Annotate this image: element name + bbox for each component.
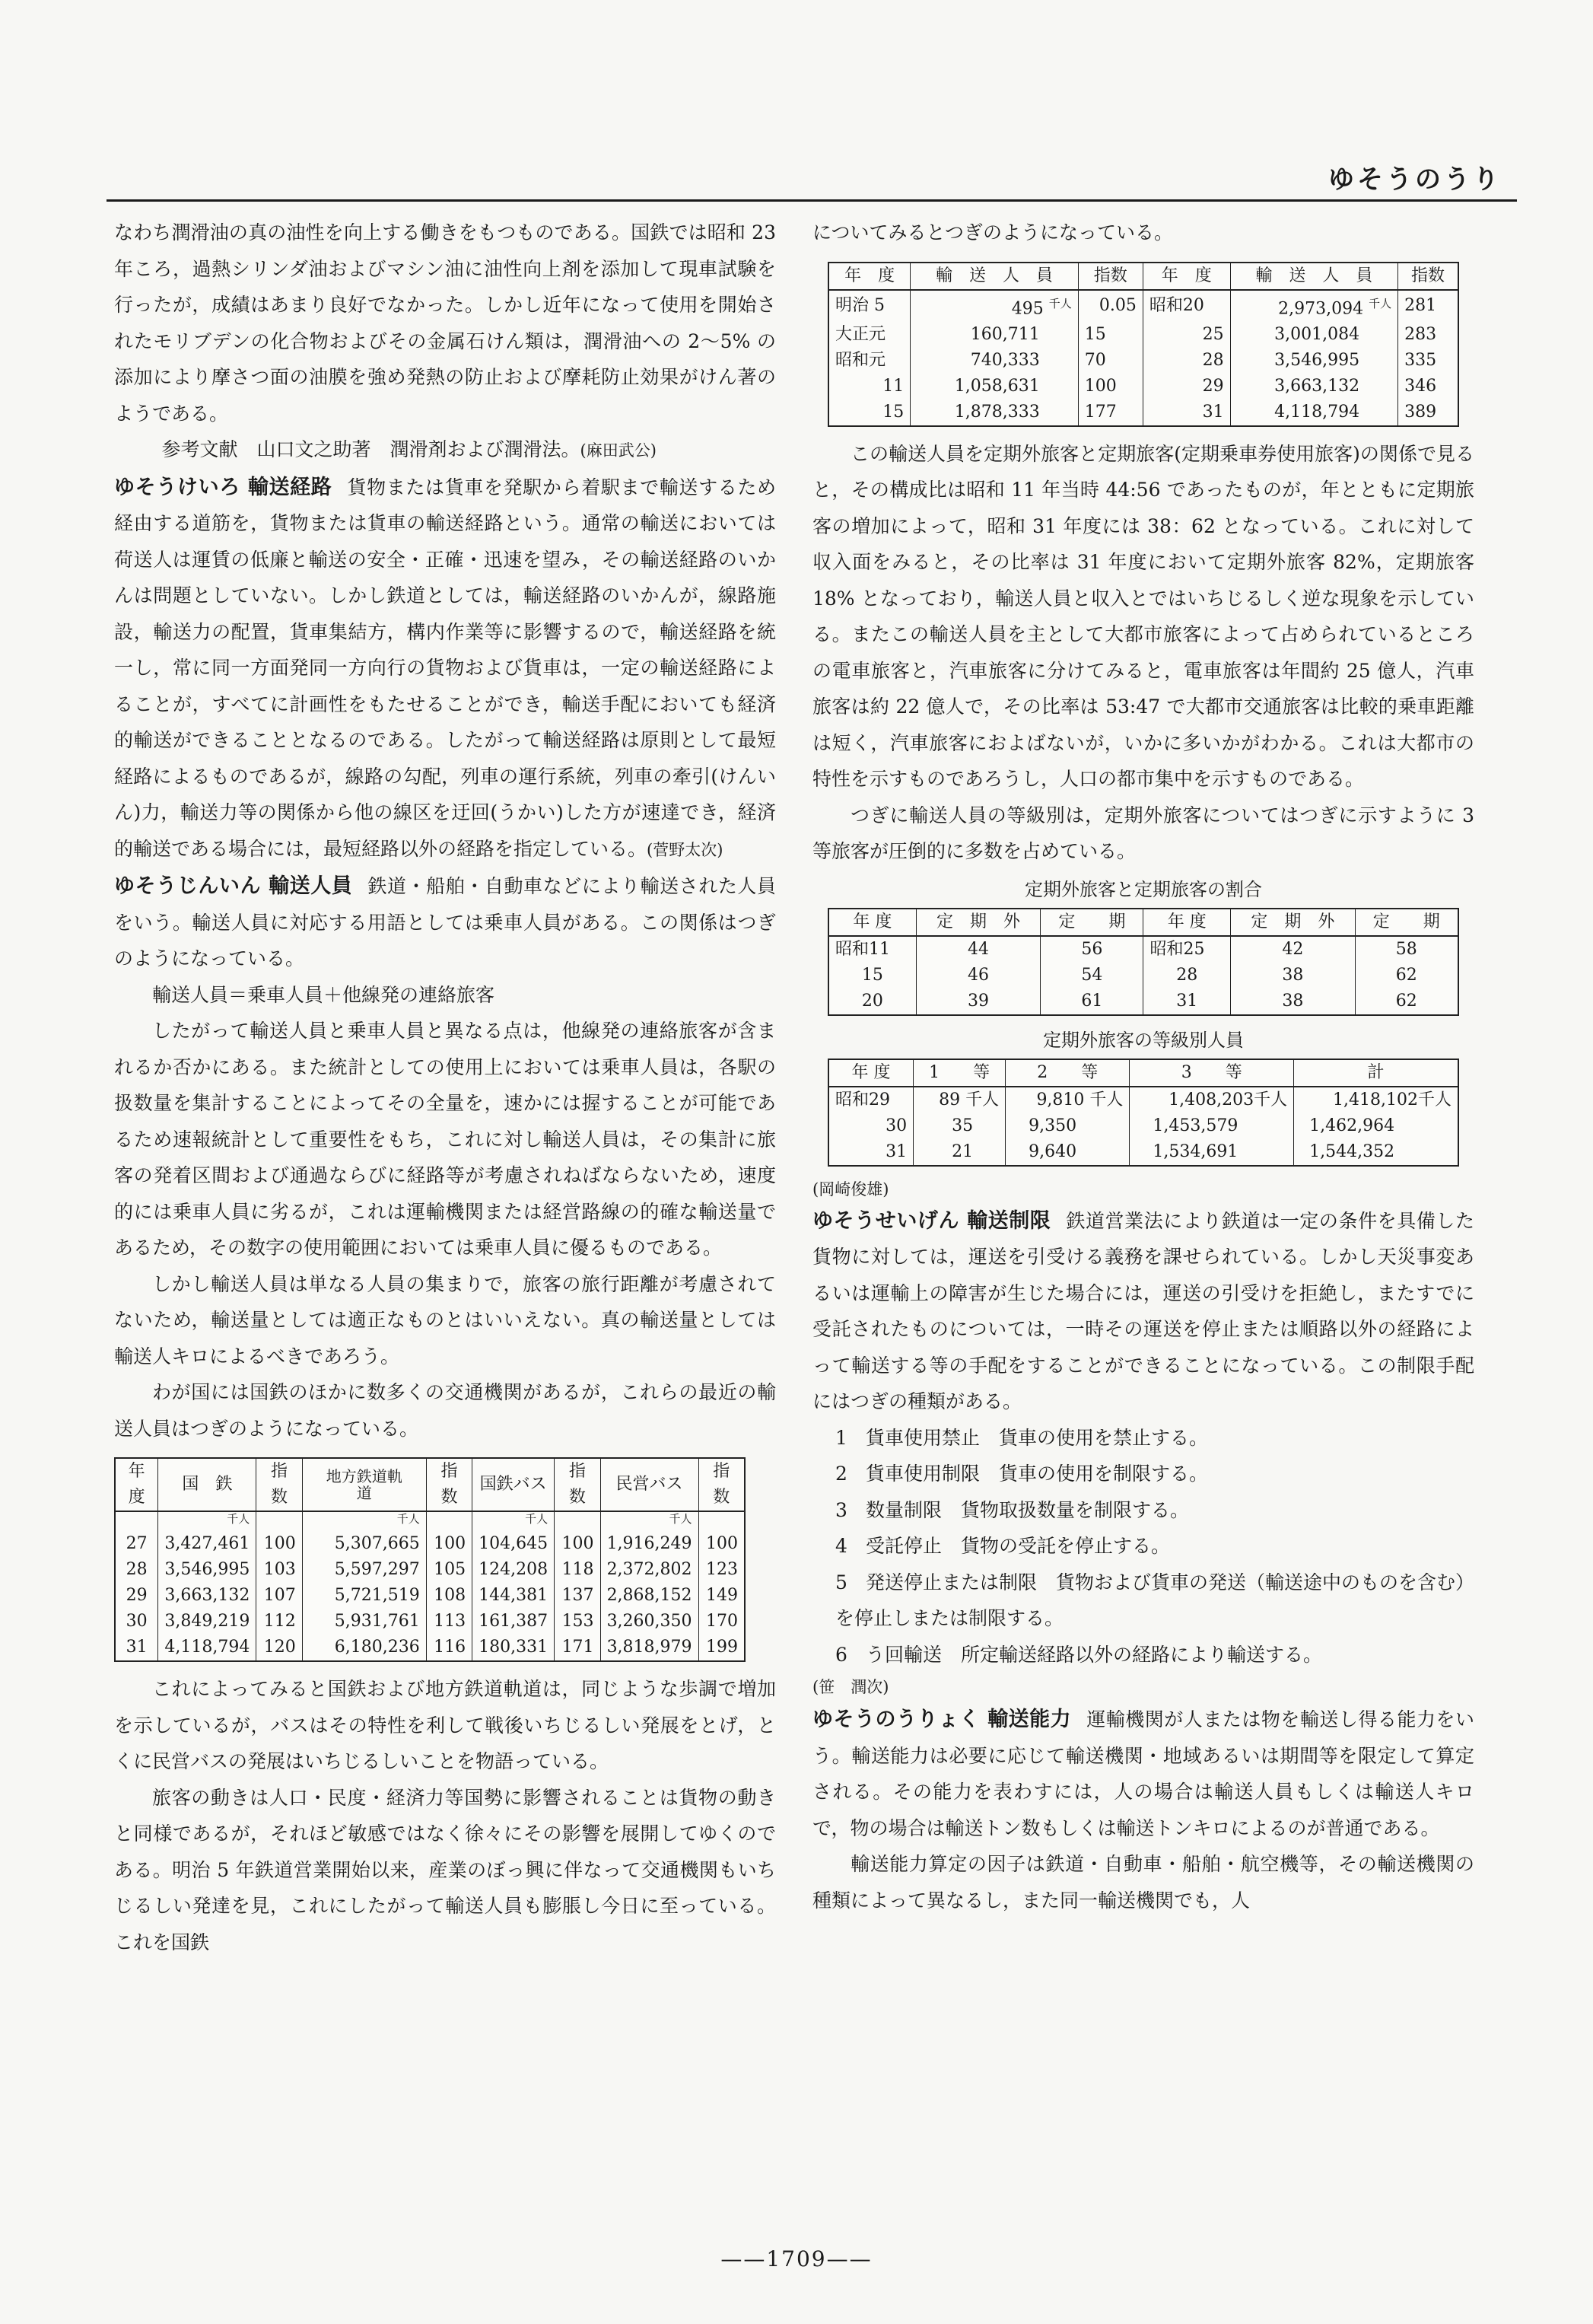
table-row (828, 290, 1458, 322)
formula: 輸送人員＝乗車人員＋他線発の連絡旅客 (152, 983, 495, 1006)
column-header: 指数 (426, 1458, 472, 1511)
cell: 5,307,665 (302, 1531, 426, 1557)
cell: 116 (426, 1635, 472, 1661)
cell: 153 (555, 1609, 600, 1635)
table-commuter-ratio (828, 908, 1459, 1016)
paragraph: についてみるとつぎのようになっている。 (812, 221, 1174, 244)
cell: 15 (828, 400, 911, 426)
table-row (115, 1583, 745, 1609)
cell: 4,118,794 (1230, 400, 1398, 426)
cell: 1,453,579 (1130, 1113, 1294, 1139)
cell: 137 (555, 1583, 600, 1609)
cell: 5,721,519 (302, 1583, 426, 1609)
paragraph: したがって輸送人員と乗車人員と異なる点は，他線発の連絡旅客が含まれるか否かにある。また統計としての使用上においては乗車人員は，各駅の扱数量を集計することによってその全量を，速かには握することが可能であるため速報統計として重要性をもち，これに対し輸送人員は，その集計に旅客の発着区間および通過ならびに経路等が考慮されねばならないため，速度的には乗車人員に劣るが，これは運輸機関または経営路線の的確な輸送量であるため，その数字の使用範囲においては乗車人員に優るものである。 (114, 1020, 776, 1259)
entry-yusou-seigen (812, 1203, 1474, 1420)
entry-body: 鉄道・船舶・自動車などにより輸送された人員をいう。輸送人員に対応する用語としては乗車人員がある。この関係はつぎのようになっている。 (114, 875, 776, 969)
cell: 199 (698, 1635, 745, 1661)
column-header: 定 期 (1041, 909, 1143, 936)
author: (麻田武公) (580, 441, 657, 460)
list-number: 2 (835, 1463, 847, 1485)
cell: 5,597,297 (302, 1557, 426, 1583)
cell: 118 (555, 1557, 600, 1583)
cell: 62 (1355, 988, 1458, 1015)
column-header: 指数 (1398, 263, 1458, 290)
cell: 346 (1398, 374, 1458, 400)
cell: 124,208 (472, 1557, 555, 1583)
table-row (828, 374, 1458, 400)
cell: 3,001,084 (1230, 322, 1398, 348)
column-header: 定 期 外 (1231, 909, 1356, 936)
cell: 3,260,350 (600, 1609, 698, 1635)
paragraph: なわち潤滑油の真の油性を向上する働きをもつものである。国鉄では昭和 23 年ころ，過熱シリンダ油およびマシン油に油性向上剤を添加して現車試験を行ったが，成績はあまり良好でなかった。しかし近年になって使用を開始されたモリブデンの化合物およびその金属石けん類は，潤滑油への 2～5% の添加により摩さつ面の油膜を強め発熱の防止および摩耗防止効果がけん著のようである。 (114, 221, 776, 425)
column-header: 民営バス (600, 1458, 698, 1511)
cell-value: 2,973,094 (1278, 298, 1364, 318)
cell: 389 (1398, 400, 1458, 426)
paragraph: しかし輸送人員は単なる人員の集まりで，旅客の旅行距離が考慮されてないため，輸送量としては適正なものとはいいえない。真の輸送量としては輸送人キロによるべきであろう。 (114, 1272, 776, 1367)
cell: 104,645 (472, 1531, 555, 1557)
column-header: 年 度 (1143, 263, 1230, 290)
cell: 昭和29 (828, 1087, 914, 1113)
cell: 31 (1143, 988, 1231, 1015)
author: (菅野太次) (647, 840, 723, 859)
table-transport-by-operator (114, 1457, 746, 1662)
cell: 107 (256, 1583, 302, 1609)
cell: 1,418,102千人 (1294, 1087, 1458, 1113)
cell: 56 (1041, 936, 1143, 963)
table-passengers-by-class (828, 1059, 1459, 1167)
cell: 3,818,979 (600, 1635, 698, 1661)
cell: 3,663,132 (158, 1583, 256, 1609)
column-header: 計 (1294, 1059, 1458, 1087)
cell: 1,408,203千人 (1130, 1087, 1294, 1113)
entry-headword: ゆそうせいげん (812, 1208, 960, 1233)
cell: 28 (1143, 348, 1230, 374)
column-header: 指数 (555, 1458, 600, 1511)
cell: 30 (828, 1113, 914, 1139)
cell: 171 (555, 1635, 600, 1661)
list-item (812, 1492, 1474, 1529)
unit-label: 千人 (1048, 296, 1072, 310)
cell: 123 (698, 1557, 745, 1583)
cell: 31 (115, 1635, 158, 1661)
table-row (115, 1609, 745, 1635)
list-text: う回輸送 所定輸送経路以外の経路により輸送する。 (866, 1643, 1323, 1666)
cell: 3,546,995 (1230, 348, 1398, 374)
paragraph: つぎに輸送人員の等級別は，定期外旅客についてはつぎに示すように 3 等旅客が圧倒的に多数を占めている。 (812, 804, 1474, 863)
entry-yusou-nouryoku (812, 1702, 1474, 1846)
column-header: 年 度 (828, 263, 911, 290)
entry-term: 輸送制限 (967, 1208, 1051, 1233)
cell: 昭和20 (1143, 290, 1230, 322)
paragraph: これによってみると国鉄および地方鉄道軌道は，同じような歩調で増加を示しているが，バスはその特性を利して戦後いちじるしい発展をとげ，とくに民営バスの発展はいちじるしいことを物語っている。 (114, 1678, 776, 1773)
entry-body: 貨物または貨車を発駅から着駅まで輸送するため経由する道筋を，貨物または貨車の輸送経路という。通常の輸送においては荷送人は運賃の低廉と輸送の安全・正確・迅速を望み，その輸送経路のいかんは問題としていない。しかし鉄道としては，輸送経路のいかんが，線路施設，輸送力の配置，貨車集結方，構内作業等に影響するので，輸送経路を統一し，常に同一方面発同一方向行の貨物および貨車は，一定の輸送経路によることが，すべてに計画性をもたせることができ，輸送手配においても経済的輸送ができることとなるのである。したがって輸送経路は原則として最短経路によるものであるが，線路の勾配，列車の運行系統，列車の牽引(けんいん)力，輸送力等の関係から他の線区を迂回(うかい)した方が速達でき，経済的輸送である場合には，最短経路以外の経路を指定している。 (114, 476, 777, 860)
cell: 281 (1398, 290, 1458, 322)
running-header: ゆそうのうり (1328, 164, 1502, 195)
cell: 112 (256, 1609, 302, 1635)
list-item (812, 1637, 1474, 1673)
paragraph: わが国には国鉄のほかに数多くの交通機関があるが，これらの最近の輸送人員はつぎのようになっている。 (114, 1381, 776, 1440)
cell: 39 (916, 988, 1041, 1015)
cell: 1,916,249 (600, 1531, 698, 1557)
list-number: 6 (835, 1643, 847, 1666)
cell: 335 (1398, 348, 1458, 374)
table-row (115, 1557, 745, 1583)
unit-label: 千人 (1369, 296, 1392, 310)
author: (岡崎俊雄) (812, 1180, 889, 1199)
table-row (828, 1087, 1458, 1113)
cell: 28 (115, 1557, 158, 1583)
cell: 170 (698, 1609, 745, 1635)
column-header: 指数 (698, 1458, 745, 1511)
column-header: 3 等 (1130, 1059, 1294, 1087)
cell: 27 (115, 1531, 158, 1557)
list-text: 数量制限 貨物取扱数量を制限する。 (866, 1498, 1190, 1521)
cell: 42 (1231, 936, 1356, 963)
entry-yusou-jinin (114, 868, 776, 977)
cell: 2,868,152 (600, 1583, 698, 1609)
unit-label: 千人 (396, 1512, 420, 1526)
list-number: 5 (835, 1571, 847, 1593)
column-header: 年 度 (828, 909, 916, 936)
cell: 283 (1398, 322, 1458, 348)
header-rule (107, 199, 1517, 202)
column-header: 国 鉄 (158, 1458, 256, 1511)
list-item (812, 1528, 1474, 1565)
cell: 54 (1041, 963, 1143, 988)
list-text: 貨車使用禁止 貨車の使用を禁止する。 (866, 1426, 1209, 1449)
cell: 3,663,132 (1230, 374, 1398, 400)
column-header: 定 期 外 (916, 909, 1041, 936)
column-header: 輸 送 人 員 (911, 263, 1079, 290)
cell-value: 495 (1011, 298, 1044, 318)
cell: 180,331 (472, 1635, 555, 1661)
cell: 昭和25 (1143, 936, 1231, 963)
cell: 明治 5 (828, 290, 911, 322)
page-number-value: 1709 (766, 2246, 827, 2271)
table-row (828, 936, 1458, 963)
table-row (828, 322, 1458, 348)
list-text: 受託停止 貨物の受託を停止する。 (866, 1535, 1171, 1558)
table-caption: 定期外旅客と定期旅客の割合 (1025, 878, 1262, 900)
cell: 89 千人 (914, 1087, 1006, 1113)
cell: 100 (426, 1531, 472, 1557)
unit-label: 千人 (227, 1512, 250, 1526)
column-header: 定 期 (1355, 909, 1458, 936)
cell: 9,640 (1006, 1139, 1130, 1166)
entry-body: 鉄道営業法により鉄道は一定の条件を具備した貨物に対しては，運送を引受ける義務を課せられている。しかし天災事変あるいは運輸上の障害が生じた場合には，運送の引受けを拒絶し，またすでに受託されたものについては，一時その運送を停止または順路以外の経路によって輸送する等の手配をすることができることになっている。この制限手配にはつぎの種類がある。 (812, 1209, 1474, 1413)
table-row (828, 1113, 1458, 1139)
cell: 2,372,802 (600, 1557, 698, 1583)
entry-term: 輸送能力 (987, 1708, 1072, 1732)
cell: 103 (256, 1557, 302, 1583)
cell: 46 (916, 963, 1041, 988)
unit-row (115, 1511, 745, 1531)
cell: 29 (1143, 374, 1230, 400)
table-row (828, 400, 1458, 426)
cell: 1,058,631 (911, 374, 1079, 400)
cell: 62 (1355, 963, 1458, 988)
cell: 1,534,691 (1130, 1139, 1294, 1166)
cell: 160,711 (911, 322, 1079, 348)
table-row (828, 348, 1458, 374)
cell: 113 (426, 1609, 472, 1635)
cell: 9,350 (1006, 1113, 1130, 1139)
cell: 30 (115, 1609, 158, 1635)
cell: 9,810 千人 (1006, 1087, 1130, 1113)
paragraph: この輸送人員を定期外旅客と定期旅客(定期乗車券使用旅客)の関係で見ると，その構成比は昭和 11 年当時 44:56 であったものが，年とともに定期旅客の増加によって，昭和 31 年度には 38：62 となっている。これに対して収入面をみると，その比率は 31 年度において定期外旅客 82%，定期旅客 18% となっており，輸送人員と収入とではいちじるしく逆な現象を示している。またこの輸送人員を主として大都市旅客によって占められているところの電車旅客と，汽車旅客に分けてみると，電車旅客は年間約 25 億人，汽車旅客は約 22 億人で，その比率は 53:47 で大都市交通旅客は比較的乗車距離は短く，汽車旅客におよばないが，いかに多いかがわかる。これは大都市の特性を示すものであろうし，人口の都市集中を示すものである。 (812, 442, 1474, 791)
table-row (828, 988, 1458, 1015)
entry-headword: ゆそうのうりょく (812, 1708, 981, 1732)
right-column (812, 215, 1474, 1918)
cell: 15 (828, 963, 916, 988)
paragraph: 旅客の動きは人口・民度・経済力等国勢に影響されることは貨物の動きと同様であるが，それほど敏感ではなく徐々にその影響を展開してゆくのである。明治 5 年鉄道営業開始以来，産業のぼっ興に伴なって交通機関もいちじるしい発達を見，これにしたがって輸送人員も膨脹し今日に至っている。これを国鉄 (114, 1786, 776, 1953)
table-row (115, 1531, 745, 1557)
cell: 35 (914, 1113, 1006, 1139)
column-header: 年 度 (828, 1059, 914, 1087)
left-column (114, 215, 776, 1960)
table-row (828, 1139, 1458, 1166)
cell: 28 (1143, 963, 1231, 988)
entry-headword: ゆそうじんいん (114, 874, 262, 898)
column-header: 地方鉄道軌 道 (302, 1458, 426, 1511)
table-row (115, 1635, 745, 1661)
column-header: 国鉄バス (472, 1458, 555, 1511)
cell: 144,381 (472, 1583, 555, 1609)
list-text: 発送停止または制限 貨物および貨車の発送（輸送途中のものを含む）を停止しまたは制限する。 (835, 1571, 1475, 1630)
cell: 昭和元 (828, 348, 911, 374)
cell: 100 (555, 1531, 600, 1557)
table-jnr-passengers-by-year (828, 262, 1459, 427)
cell: 44 (916, 936, 1041, 963)
cell: 31 (828, 1139, 914, 1166)
cell: 1,878,333 (911, 400, 1079, 426)
cell: 11 (828, 374, 911, 400)
cell: 70 (1078, 348, 1143, 374)
cell: 3,427,461 (158, 1531, 256, 1557)
list-item (812, 1456, 1474, 1492)
table-caption: 定期外旅客の等級別人員 (1043, 1029, 1244, 1051)
column-header: 年 度 (1143, 909, 1231, 936)
reference-text: 参考文献 山口文之助著 潤滑剤および潤滑法。 (161, 438, 580, 460)
cell: 3,849,219 (158, 1609, 256, 1635)
cell: 120 (256, 1635, 302, 1661)
paragraph: 輸送能力算定の因子は鉄道・自動車・船舶・航空機等，その輸送機関の種類によって異なるし，また同一輸送機関でも，人 (812, 1853, 1474, 1912)
table-row (828, 963, 1458, 988)
cell: 15 (1078, 322, 1143, 348)
cell: 161,387 (472, 1609, 555, 1635)
cell: 6,180,236 (302, 1635, 426, 1661)
cell: 100 (256, 1531, 302, 1557)
column-header: 2 等 (1006, 1059, 1130, 1087)
cell (911, 290, 1079, 322)
cell: 大正元 (828, 322, 911, 348)
list-item (812, 1420, 1474, 1456)
cell: 177 (1078, 400, 1143, 426)
list-number: 3 (835, 1498, 847, 1521)
restriction-list (812, 1420, 1474, 1673)
list-number: 4 (835, 1535, 847, 1558)
cell: 740,333 (911, 348, 1079, 374)
cell: 25 (1143, 322, 1230, 348)
list-text: 貨車使用制限 貨車の使用を制限する。 (866, 1463, 1209, 1485)
cell: 149 (698, 1583, 745, 1609)
cell: 100 (698, 1531, 745, 1557)
column-header: 1 等 (914, 1059, 1006, 1087)
list-number: 1 (835, 1426, 847, 1449)
author: (笹 潤次) (812, 1678, 889, 1697)
cell (1230, 290, 1398, 322)
list-item (812, 1565, 1474, 1637)
cell: 61 (1041, 988, 1143, 1015)
cell: 21 (914, 1139, 1006, 1166)
entry-body: 運輸機関が人または物を輸送し得る能力をいう。輸送能力は必要に応じて輸送機関・地域あるいは期間等を限定して算定される。その能力を表わすには，人の場合は輸送人員もしくは輸送人キロで，物の場合は輸送トン数もしくは輸送トンキロによるのが普通である。 (812, 1708, 1474, 1839)
cell: 3,546,995 (158, 1557, 256, 1583)
entry-headword: ゆそうけいろ (114, 475, 240, 499)
cell: 20 (828, 988, 916, 1015)
cell: 1,462,964 (1294, 1113, 1458, 1139)
page-number: ——1709—— (720, 2246, 873, 2271)
cell: 58 (1355, 936, 1458, 963)
cell: 0.05 (1078, 290, 1143, 322)
cell: 108 (426, 1583, 472, 1609)
unit-label: 千人 (669, 1512, 692, 1526)
column-header: 年度 (115, 1458, 158, 1511)
cell: 100 (1078, 374, 1143, 400)
entry-yusou-keiro (114, 470, 776, 869)
cell: 1,544,352 (1294, 1139, 1458, 1166)
cell: 38 (1231, 963, 1356, 988)
cell: 5,931,761 (302, 1609, 426, 1635)
entry-term: 輸送経路 (247, 475, 332, 499)
cell: 29 (115, 1583, 158, 1609)
reference-line (114, 431, 776, 470)
cell: 105 (426, 1557, 472, 1583)
cell: 38 (1231, 988, 1356, 1015)
cell: 昭和11 (828, 936, 916, 963)
cell: 31 (1143, 400, 1230, 426)
column-header: 指数 (256, 1458, 302, 1511)
column-header: 輸 送 人 員 (1230, 263, 1398, 290)
column-header: 指数 (1078, 263, 1143, 290)
unit-label: 千人 (525, 1512, 548, 1526)
cell: 4,118,794 (158, 1635, 256, 1661)
entry-term: 輸送人員 (269, 874, 353, 898)
